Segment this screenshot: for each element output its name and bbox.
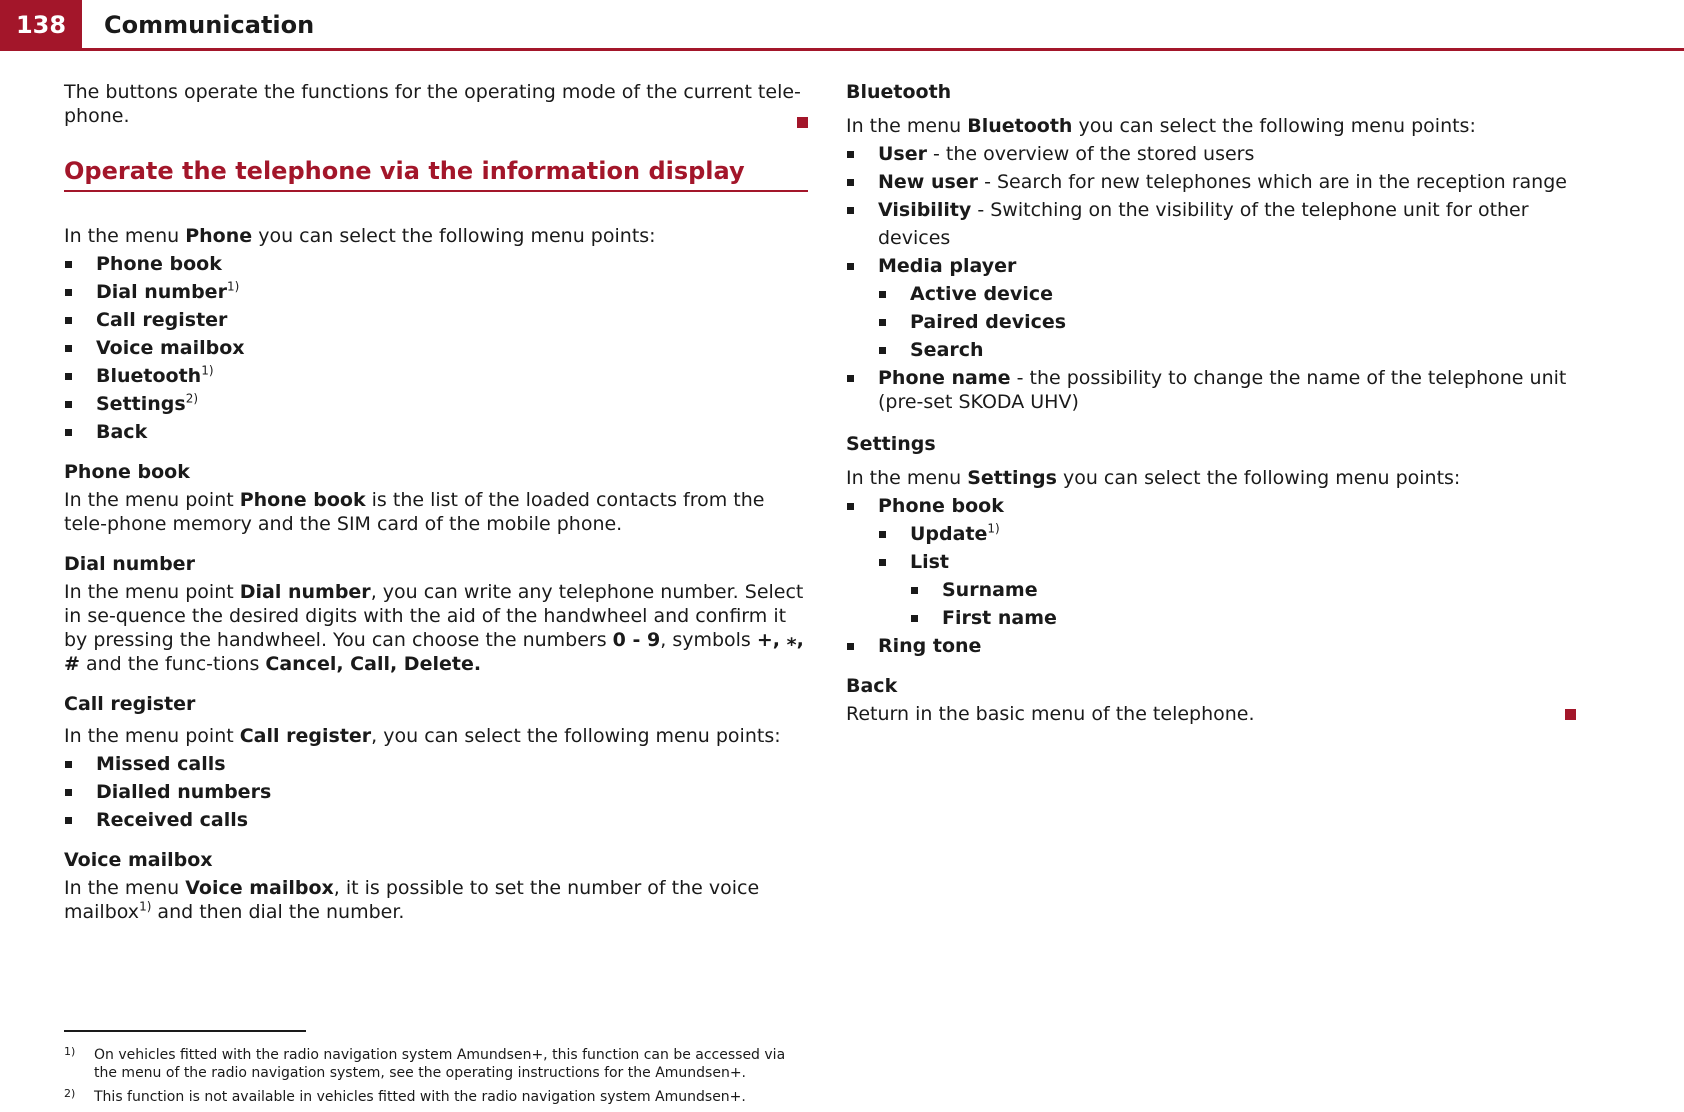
phone-book-text: In the menu point Phone book is the list of the loaded contacts from the tele-phone memory and the SIM card of the mobile phone. bbox=[64, 489, 765, 535]
phone-menu-list bbox=[64, 250, 808, 446]
footnotes bbox=[64, 1030, 804, 1112]
footnote: 2) This function is not available in vehicles fitted with the radio navigation system Amundsen+. bbox=[64, 1087, 746, 1105]
bluetooth-text: In the menu Bluetooth you can select the following menu points: bbox=[846, 115, 1476, 137]
footnote: 1) On vehicles fitted with the radio navigation system Amundsen+, this function can be accessed via the menu of the radio navigation system, see the operating instructions for the Amundsen+. bbox=[64, 1045, 786, 1081]
list-item: Ring tone bbox=[846, 632, 1576, 660]
voice-mailbox-heading: Voice mailbox bbox=[64, 849, 213, 871]
bluetooth-heading: Bluetooth bbox=[846, 81, 952, 103]
list-item: Paired devices bbox=[878, 308, 1576, 336]
phone-menu-intro: In the menu Phone you can select the following menu points: bbox=[64, 225, 656, 247]
list-item: Voice mailbox bbox=[64, 334, 808, 362]
settings-text: In the menu Settings you can select the following menu points: bbox=[846, 467, 1461, 489]
call-register-list bbox=[64, 750, 808, 834]
page-header bbox=[0, 0, 1684, 54]
list-item: Dial number$^{1)}$ bbox=[64, 278, 808, 306]
list-item: Bluetooth$^{1)}$ bbox=[64, 362, 808, 390]
list-item: Phone book bbox=[64, 250, 808, 278]
list-item: Back bbox=[64, 418, 808, 446]
list-item: Missed calls bbox=[64, 750, 808, 778]
list-item: Search bbox=[878, 336, 1576, 364]
footnote-rule bbox=[64, 1030, 306, 1032]
voice-mailbox-text: In the menu Voice mailbox, it is possible to set the number of the voice mailbox$^{1)}$ and then dial the number. bbox=[64, 877, 760, 923]
list-item: New user - Search for new telephones which are in the reception range bbox=[846, 168, 1576, 196]
call-register-text: In the menu point Call register, you can select the following menu points: bbox=[64, 725, 781, 747]
list-item: Media player bbox=[846, 252, 1576, 280]
dial-number-text: In the menu point Dial number, you can write any telephone number. Select in se-quence the desired digits with the aid of the handwheel and confirm it by pressing the handwheel. You can choose the numbers 0 - 9, symbols +, ⁎, # and the func-tions Cancel, Call, Delete. bbox=[64, 581, 804, 675]
list-item: List bbox=[878, 548, 1576, 576]
list-item: Update$^{1)}$ bbox=[878, 520, 1576, 548]
right-column bbox=[846, 80, 1576, 726]
settings-heading: Settings bbox=[846, 433, 936, 455]
end-of-section-icon bbox=[797, 117, 808, 128]
left-column bbox=[64, 80, 808, 924]
list-item: Received calls bbox=[64, 806, 808, 834]
list-item: First name bbox=[910, 604, 1576, 632]
section-title: Operate the telephone via the information display bbox=[64, 156, 808, 192]
list-item: User - the overview of the stored users bbox=[846, 140, 1576, 168]
settings-list bbox=[846, 492, 1576, 660]
list-item: Phone name - the possibility to change the name of the telephone unit (pre-set SKODA UHV) bbox=[846, 364, 1576, 414]
back-text: Return in the basic menu of the telephone. bbox=[846, 702, 1576, 726]
call-register-heading: Call register bbox=[64, 693, 196, 715]
intro-paragraph: The buttons operate the functions for the operating mode of the current tele-phone. bbox=[64, 81, 801, 127]
bluetooth-list bbox=[846, 140, 1576, 414]
end-of-section-icon bbox=[1565, 709, 1576, 720]
dial-number-heading: Dial number bbox=[64, 553, 195, 575]
list-item: Active device bbox=[878, 280, 1576, 308]
page-number: 138 bbox=[0, 0, 82, 50]
phone-book-heading: Phone book bbox=[64, 461, 190, 483]
list-item: Surname bbox=[910, 576, 1576, 604]
header-rule bbox=[0, 48, 1684, 51]
back-heading: Back bbox=[846, 675, 898, 697]
list-item: Call register bbox=[64, 306, 808, 334]
list-item: Dialled numbers bbox=[64, 778, 808, 806]
list-item: Settings$^{2)}$ bbox=[64, 390, 808, 418]
list-item: Phone book bbox=[846, 492, 1576, 520]
list-item: Visibility - Switching on the visibility of the telephone unit for other devices bbox=[846, 196, 1576, 252]
chapter-title: Communication bbox=[104, 11, 315, 39]
